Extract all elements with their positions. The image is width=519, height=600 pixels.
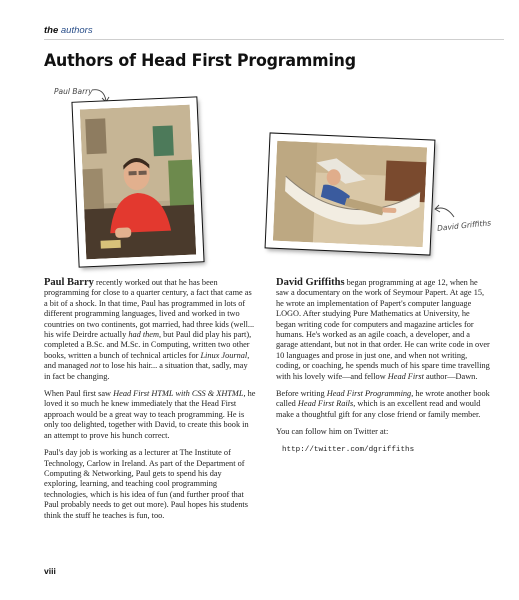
david-portrait-icon bbox=[273, 141, 427, 247]
left-column bbox=[44, 278, 256, 528]
page-number: viii bbox=[44, 566, 56, 576]
photo-david-image bbox=[273, 141, 427, 247]
photo-label-david: David Griffiths bbox=[436, 218, 492, 233]
paul-bio-paragraph-3: Paul's day job is working as a lecturer at The Institute of Technology, Carlow in Ireland. As part of the Department of Computing & Networking, Paul gets to spend his day exploring, learning, and teaching cool programming technologies, which is his idea of fun (and further proof that Paul probably needs to get out more). Paul hopes his students think the stuff he teaches is fun, too. bbox=[44, 448, 248, 520]
arrow-david-icon bbox=[432, 203, 458, 223]
david-name: David Griffiths bbox=[276, 277, 345, 288]
twitter-url: http://twitter.com/dgriffiths bbox=[282, 445, 415, 454]
header-divider bbox=[44, 39, 504, 40]
photo-david bbox=[266, 133, 435, 254]
photo-label-paul: Paul Barry bbox=[54, 87, 93, 96]
david-bio-paragraph-3: You can follow him on Twitter at: bbox=[276, 427, 389, 437]
section-label bbox=[44, 25, 93, 36]
section-label-the: the bbox=[44, 25, 59, 36]
page-title: Authors of Head First Programming bbox=[44, 51, 356, 71]
section-label-name: authors bbox=[60, 25, 93, 36]
photo-paul bbox=[72, 97, 203, 266]
paul-bio-paragraph-2: When Paul first saw Head First HTML with CSS & XHTML, he loved it so much he knew immediately that the Head First approach would be a great way to teach programming. He is only too delighted, together with David, to create this book in an attempt to prove his hunch correct. bbox=[44, 389, 256, 440]
right-column bbox=[276, 278, 490, 455]
photo-paul-image bbox=[80, 105, 196, 260]
paul-name: Paul Barry bbox=[44, 277, 94, 288]
paul-portrait-icon bbox=[80, 105, 196, 260]
david-bio-paragraph-1: David Griffiths began programming at age 12, when he saw a documentary on the work of Seymour Papert. At age 15, he wrote an implementation of Papert's computer language LOGO. After studying Pure Mathematics at University, he began writing code for computers and magazine articles for humans. He's worked as an agile coach, a developer, and a garage attendant, but not in that order. He can write code in over 10 languages and prose in just one, and when not writing, coding, or coaching, he spends much of his spare time travelling with his lovely wife—and fellow Head First author—Dawn. bbox=[276, 277, 490, 381]
david-bio-paragraph-2: Before writing Head First Programming, he wrote another book called Head First Rails, which is an excellent read and would make a thoughtful gift for any close friend or family member. bbox=[276, 389, 490, 419]
paul-bio-paragraph-1: Paul Barry recently worked out that he has been programming for close to a quarter century, a fact that came as a bit of a shock. In that time, Paul has programmed in lots of different programming languages, lived and worked in two countries on two continents, got married, had three kids (well... his wife Deirdre actually had them, but Paul did play his part), completed a B.Sc. and M.Sc. in Computing, written two other books, written a bunch of technical articles for Linux Journal, and managed not to lose his hair... a situation that, sadly, may in fact be changing. bbox=[44, 277, 255, 381]
